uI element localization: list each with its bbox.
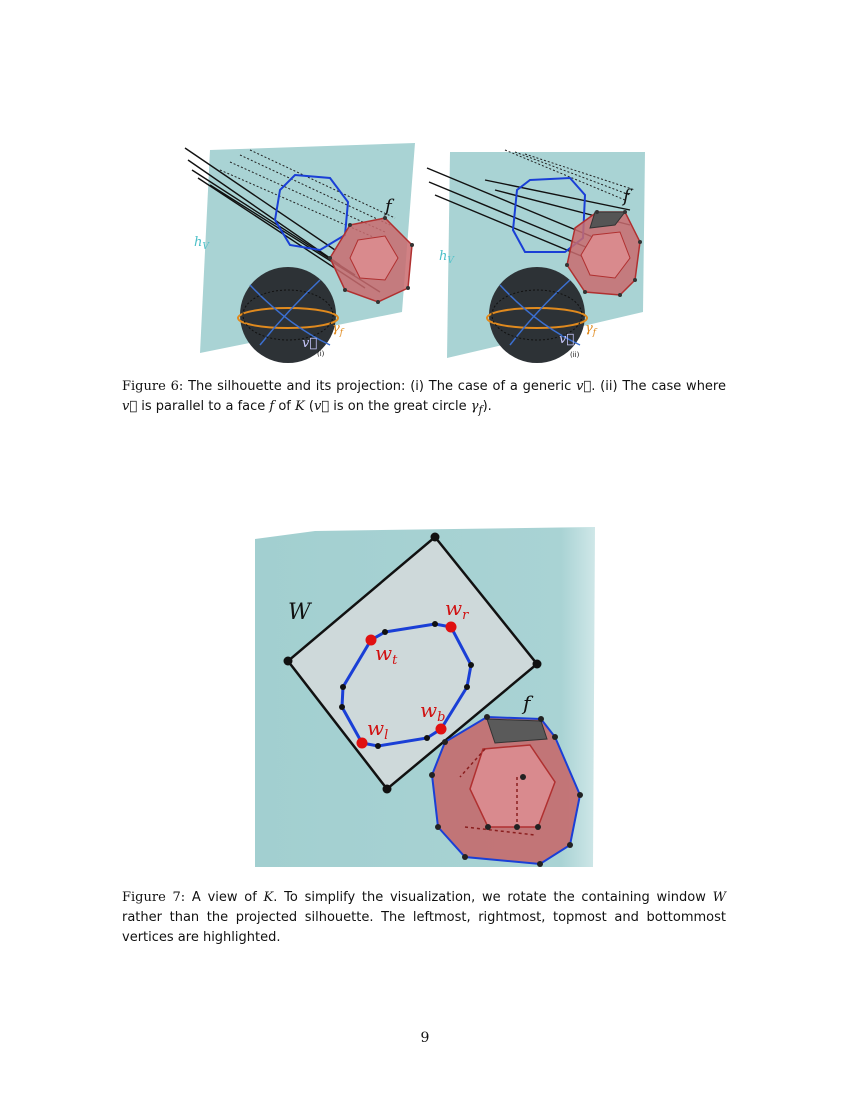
label-W: W: [288, 600, 311, 625]
label-w-b: $w_b$: [420, 698, 446, 725]
label-f: f: [385, 196, 392, 217]
label-h-v: $h_V$: [194, 235, 209, 252]
label-w-r: $w_r$: [445, 596, 469, 623]
vertex-w-r: [446, 622, 457, 633]
label-f: f: [523, 691, 531, 715]
figure-6-panel-ii: [427, 150, 645, 363]
caption-lead: Figure 7:: [122, 890, 186, 905]
label-gamma-f: $\gamma_f$: [585, 321, 597, 338]
gauss-sphere: [240, 267, 336, 363]
figure-6: [180, 140, 660, 365]
page-number: 9: [420, 1030, 430, 1046]
label-h-v: $h_V$: [439, 249, 454, 266]
figure-7: [255, 527, 597, 872]
label-f: f: [623, 186, 630, 207]
panel-tag: (i): [317, 350, 325, 358]
vertex-w-l: [357, 738, 368, 749]
figure-6-caption: Figure 6: The silhouette and its projection: (i) The case of a generic v⃗. (ii) The case where v⃗ is parallel to a face f of K (v⃗ is on the great circle $\gamma_f$).: [122, 379, 726, 417]
figure-7-caption: Figure 7: A view of K. To simplify the visualization, we rotate the containing window W rather than the projected silhouette. The leftmost, rightmost, topmost and bottommost vertices are highlighted.: [122, 890, 726, 945]
label-gamma-f: $\gamma_f$: [332, 321, 344, 338]
figure-6-panel-i: [185, 143, 415, 363]
label-w-l: $w_l$: [367, 716, 389, 743]
label-v: v⃗: [559, 332, 575, 347]
label-v: v⃗: [302, 336, 318, 351]
gauss-sphere: [489, 267, 585, 363]
caption-lead: Figure 6:: [122, 379, 184, 394]
label-w-t: $w_t$: [375, 641, 398, 668]
panel-tag: (ii): [570, 351, 580, 359]
vertex-w-b: [436, 724, 447, 735]
